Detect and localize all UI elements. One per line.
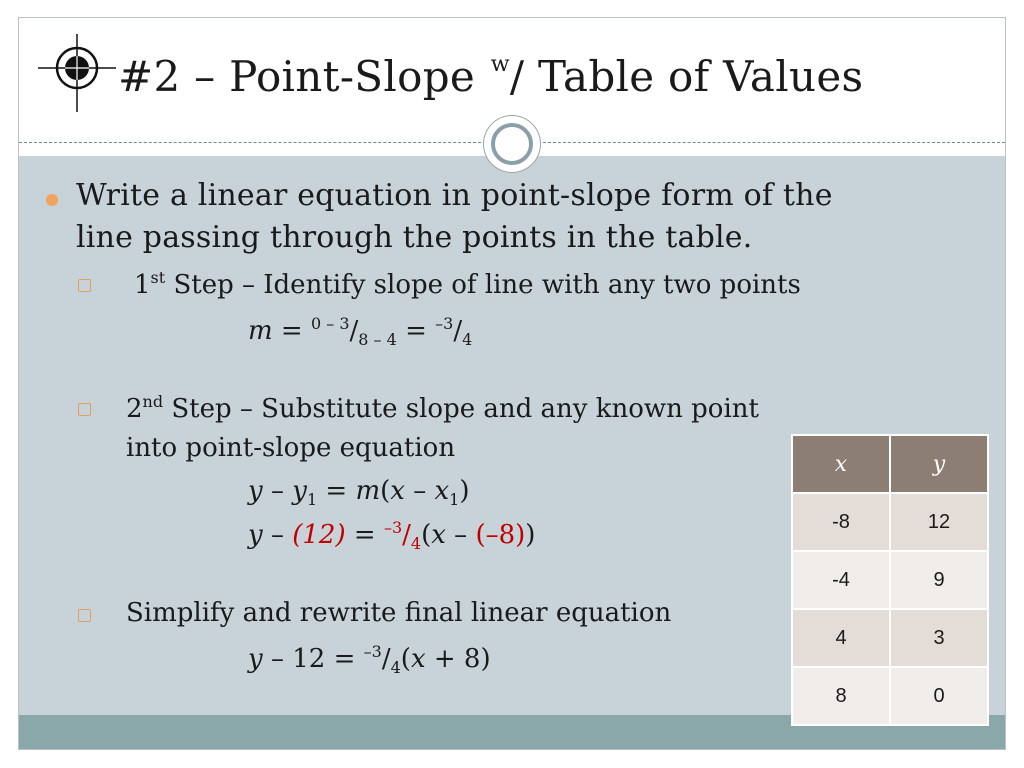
final-equation: $y - 12 = ^{-3}/_4(x + 8)$: [248, 642, 491, 677]
bullet-text-line1: Write a linear equation in point-slope form of the: [76, 178, 833, 213]
crosshair-target-icon: [36, 32, 118, 114]
table-row: [792, 493, 988, 551]
values-table: [791, 434, 989, 726]
table-row: [792, 551, 988, 609]
slide-title: #2 – Point-Slope $^w$/ Table of Values: [118, 52, 864, 101]
table-row: [792, 667, 988, 725]
square-bullet-icon: [78, 279, 91, 292]
step3-text: Simplify and rewrite final linear equation: [126, 598, 672, 628]
step2-text-line2: into point-slope equation: [126, 433, 456, 463]
slope-equation: $m = ^{0 - 3}/_{8 - 4} = ^{-3}/_4$: [248, 314, 473, 349]
bullet-dot-icon: [46, 194, 58, 206]
point-slope-form: $y - y_1 = m(x - x_1)$: [248, 476, 470, 509]
table-header-x: x: [792, 435, 890, 493]
table-cell: 8: [792, 667, 890, 725]
substituted-equation: $y - (12) = ^{-3}/_4(x - (-8))$: [248, 518, 536, 553]
bullet-text-line2: line passing through the points in the table.: [76, 220, 753, 255]
table-cell: 4: [792, 609, 890, 667]
table-header-row: [792, 435, 988, 493]
step2-text: 2nd Step – Substitute slope and any known point: [126, 392, 759, 424]
square-bullet-icon: [78, 609, 91, 622]
table-cell: 0: [890, 667, 988, 725]
table-header-y: y: [890, 435, 988, 493]
table-row: [792, 609, 988, 667]
table-cell: 3: [890, 609, 988, 667]
step1-text: 1st Step – Identify slope of line with any two points: [134, 268, 801, 300]
table-cell: -8: [792, 493, 890, 551]
circle-medallion-icon: [484, 116, 540, 172]
table-cell: -4: [792, 551, 890, 609]
table-cell: 12: [890, 493, 988, 551]
table-cell: 9: [890, 551, 988, 609]
square-bullet-icon: [78, 403, 91, 416]
